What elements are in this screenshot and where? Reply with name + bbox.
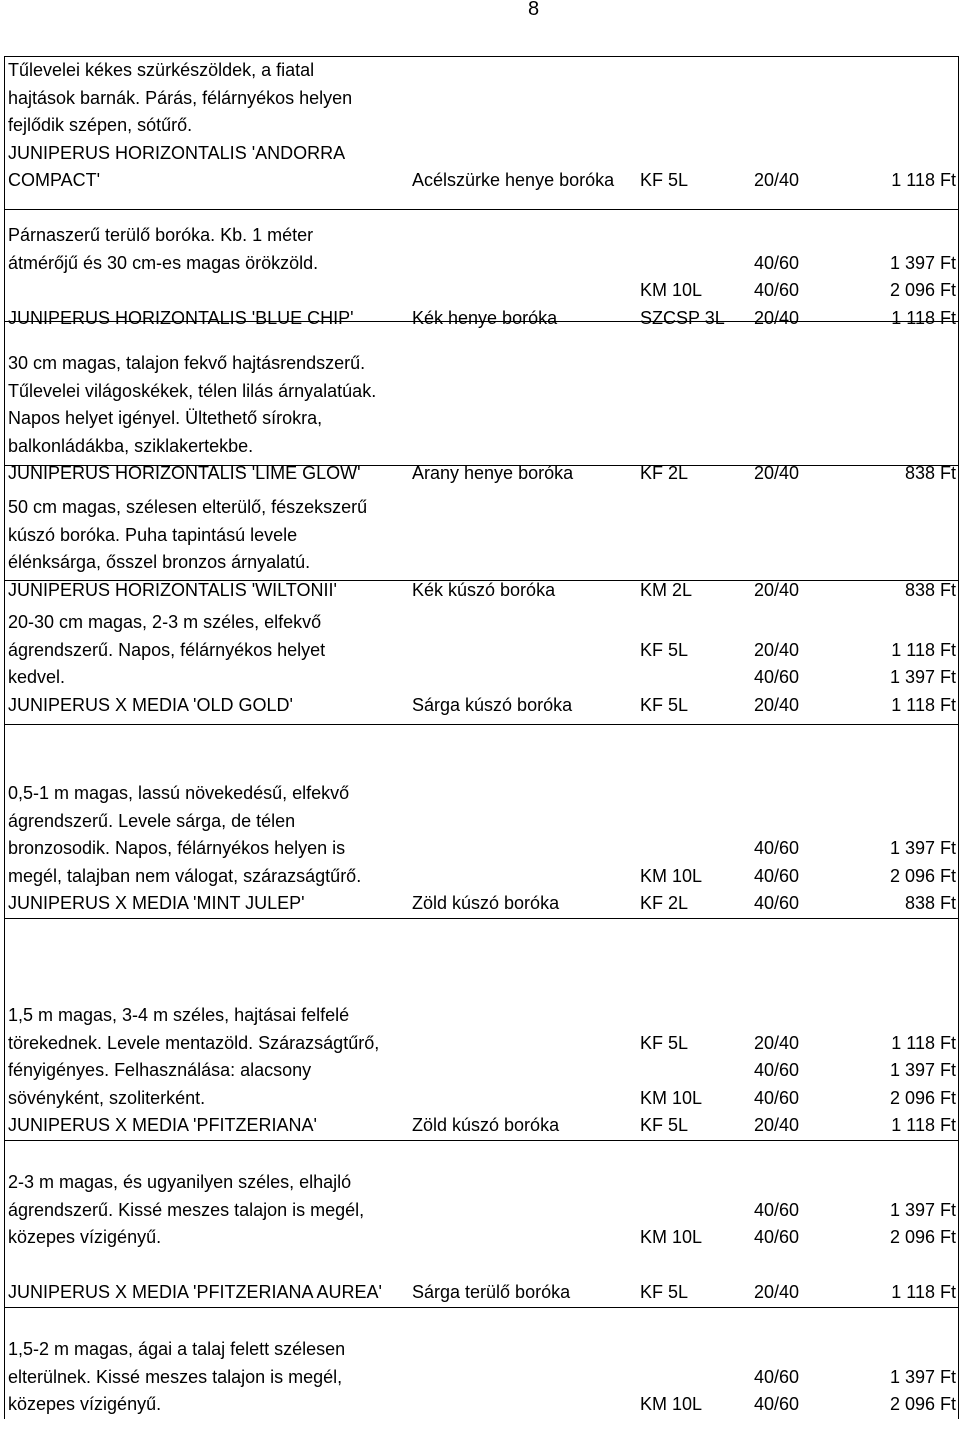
product-name: JUNIPERUS HORIZONTALIS 'ANDORRA bbox=[8, 142, 346, 163]
container: KM 2L bbox=[640, 579, 693, 600]
product-row bbox=[4, 725, 958, 919]
description-line: fényigényes. Felhasználása: alacsony bbox=[8, 1060, 312, 1080]
product-row bbox=[4, 322, 958, 483]
product-name: JUNIPERUS X MEDIA 'PFITZERIANA' bbox=[8, 1115, 317, 1135]
table-border bbox=[4, 56, 5, 1419]
price-size: 40/60 bbox=[754, 667, 800, 687]
size: 20/40 bbox=[754, 1115, 800, 1135]
product-row bbox=[4, 210, 958, 328]
price-value: 2 096 Ft bbox=[889, 280, 956, 300]
product-name: JUNIPERUS X MEDIA 'OLD GOLD' bbox=[8, 694, 293, 715]
price: 1 118 Ft bbox=[891, 307, 956, 328]
container: KF 2L bbox=[640, 463, 689, 483]
description-line: hajtások barnák. Párás, félárnyékos helyen bbox=[8, 87, 353, 108]
description-line: bronzosodik. Napos, félárnyékos helyen is bbox=[8, 838, 346, 858]
price-size: 40/60 bbox=[754, 252, 800, 273]
description-line: sövényként, szoliterként. bbox=[8, 1087, 206, 1108]
product-name: JUNIPERUS HORIZONTALIS 'WILTONII' bbox=[8, 579, 337, 600]
price-container: KM 10L bbox=[640, 1394, 703, 1414]
description-line: ágrendszerű. Levele sárga, de télen bbox=[8, 810, 296, 831]
price: 838 Ft bbox=[904, 579, 956, 600]
common-name: Sárga kúszó boróka bbox=[412, 694, 573, 715]
price-size: 20/40 bbox=[754, 1032, 800, 1053]
price-size: 40/60 bbox=[754, 865, 800, 886]
price-size: 40/60 bbox=[754, 1199, 800, 1220]
price-value: 2 096 Ft bbox=[889, 865, 956, 886]
price-value: 1 118 Ft bbox=[891, 1032, 956, 1053]
price-table bbox=[4, 56, 958, 1419]
size: 20/40 bbox=[754, 307, 800, 328]
price-container: KM 10L bbox=[640, 865, 703, 886]
description-line: ágrendszerű. Kissé meszes talajon is megél, bbox=[8, 1199, 365, 1220]
product-row bbox=[4, 581, 958, 725]
size: 20/40 bbox=[754, 694, 800, 715]
size: 20/40 bbox=[754, 1282, 800, 1302]
price-size: 40/60 bbox=[754, 838, 800, 858]
price-container: KF 5L bbox=[640, 1032, 689, 1053]
description-line: ágrendszerű. Napos, félárnyékos helyet bbox=[8, 639, 326, 660]
price-value: 1 397 Ft bbox=[889, 838, 956, 858]
price: 1 118 Ft bbox=[891, 1115, 956, 1135]
description-line: 20-30 cm magas, 2-3 m széles, elfekvő bbox=[8, 612, 322, 632]
description-line: átmérőjű és 30 cm-es magas örökzöld. bbox=[8, 252, 319, 273]
price-value: 2 096 Ft bbox=[889, 1227, 956, 1247]
description-line: 2-3 m magas, és ugyanilyen széles, elhajló bbox=[8, 1172, 352, 1192]
price-value: 2 096 Ft bbox=[889, 1394, 956, 1414]
product-name: JUNIPERUS HORIZONTALIS 'BLUE CHIP' bbox=[8, 307, 354, 328]
price-size: 40/60 bbox=[754, 280, 800, 300]
description-line: fejlődik szépen, sótűrő. bbox=[8, 115, 193, 135]
product-name: JUNIPERUS X MEDIA 'PFITZERIANA AUREA' bbox=[8, 1282, 382, 1302]
price-size: 40/60 bbox=[754, 1394, 800, 1414]
product-row bbox=[4, 1308, 958, 1419]
price-value: 1 118 Ft bbox=[891, 639, 956, 660]
price: 838 Ft bbox=[904, 893, 956, 913]
price-value: 1 397 Ft bbox=[889, 667, 956, 687]
price: 1 118 Ft bbox=[891, 1282, 956, 1302]
price: 838 Ft bbox=[904, 463, 956, 483]
product-row bbox=[4, 56, 958, 210]
price-size: 40/60 bbox=[754, 1366, 800, 1387]
common-name: Arany henye boróka bbox=[412, 463, 574, 483]
price-size: 40/60 bbox=[754, 1087, 800, 1108]
price: 1 118 Ft bbox=[891, 694, 956, 715]
product-name: JUNIPERUS HORIZONTALIS 'LIME GLOW' bbox=[8, 463, 361, 483]
container: KF 5L bbox=[640, 694, 689, 715]
price-size: 20/40 bbox=[754, 639, 800, 660]
description-line: törekednek. Levele mentazöld. Szárazságtűrő, bbox=[8, 1032, 380, 1053]
price-container: KM 10L bbox=[640, 280, 703, 300]
price-container: KM 10L bbox=[640, 1227, 703, 1247]
description-line: elterülnek. Kissé meszes talajon is megél, bbox=[8, 1366, 343, 1387]
description-line: Tűlevelei kékes szürkészöldek, a fiatal bbox=[8, 60, 315, 80]
size: 40/60 bbox=[754, 893, 800, 913]
container: KF 5L bbox=[640, 170, 689, 190]
size: 20/40 bbox=[754, 579, 800, 600]
description-line: 0,5-1 m magas, lassú növekedésű, elfekvő bbox=[8, 783, 350, 803]
price-value: 1 397 Ft bbox=[889, 1199, 956, 1220]
price-container: KM 10L bbox=[640, 1087, 703, 1108]
description-line: közepes vízigényű. bbox=[8, 1227, 162, 1247]
common-name: Kék henye boróka bbox=[412, 307, 558, 328]
price-size: 40/60 bbox=[754, 1227, 800, 1247]
container: SZCSP 3L bbox=[640, 307, 725, 328]
product-row bbox=[4, 466, 958, 600]
price-value: 1 397 Ft bbox=[889, 1366, 956, 1387]
price-value: 1 397 Ft bbox=[889, 1060, 956, 1080]
description-line: Párnaszerű terülő boróka. Kb. 1 méter bbox=[8, 225, 314, 245]
product-name: COMPACT' bbox=[8, 170, 101, 190]
description-line: Tűlevelei világoskékek, télen lilás árnyalatúak. bbox=[8, 380, 377, 401]
description-line: 50 cm magas, szélesen elterülő, fészekszerű bbox=[8, 497, 368, 517]
price: 1 118 Ft bbox=[891, 170, 956, 190]
product-row bbox=[4, 1141, 958, 1308]
container: KF 5L bbox=[640, 1282, 689, 1302]
description-line: 1,5 m magas, 3-4 m széles, hajtásai felfelé bbox=[8, 1005, 350, 1025]
description-line: balkonládákba, sziklakertekbe. bbox=[8, 435, 254, 456]
container: KF 2L bbox=[640, 893, 689, 913]
description-line: 30 cm magas, talajon fekvő hajtásrendszerű. bbox=[8, 353, 366, 373]
price-size: 40/60 bbox=[754, 1060, 800, 1080]
common-name: Acélszürke henye boróka bbox=[412, 170, 615, 190]
product-row bbox=[4, 919, 958, 1141]
page-number: 8 bbox=[528, 0, 540, 20]
description-line: kedvel. bbox=[8, 667, 66, 687]
description-line: megél, talajban nem válogat, szárazságtűrő. bbox=[8, 865, 362, 886]
description-line: 1,5-2 m magas, ágai a talaj felett szélesen bbox=[8, 1339, 346, 1359]
size: 20/40 bbox=[754, 170, 800, 190]
common-name: Kék kúszó boróka bbox=[412, 579, 556, 600]
price-value: 1 397 Ft bbox=[889, 252, 956, 273]
price-container: KF 5L bbox=[640, 639, 689, 660]
table-border bbox=[958, 56, 959, 1419]
common-name: Sárga terülő boróka bbox=[412, 1282, 571, 1302]
description-line: élénksárga, ősszel bronzos árnyalatú. bbox=[8, 552, 311, 572]
price-value: 2 096 Ft bbox=[889, 1087, 956, 1108]
description-line: közepes vízigényű. bbox=[8, 1394, 162, 1414]
product-name: JUNIPERUS X MEDIA 'MINT JULEP' bbox=[8, 893, 305, 913]
container: KF 5L bbox=[640, 1115, 689, 1135]
common-name: Zöld kúszó boróka bbox=[412, 1115, 560, 1135]
size: 20/40 bbox=[754, 463, 800, 483]
description-line: Napos helyet igényel. Ültethető sírokra, bbox=[8, 408, 323, 428]
common-name: Zöld kúszó boróka bbox=[412, 893, 560, 913]
description-line: kúszó boróka. Puha tapintású levele bbox=[8, 524, 298, 545]
